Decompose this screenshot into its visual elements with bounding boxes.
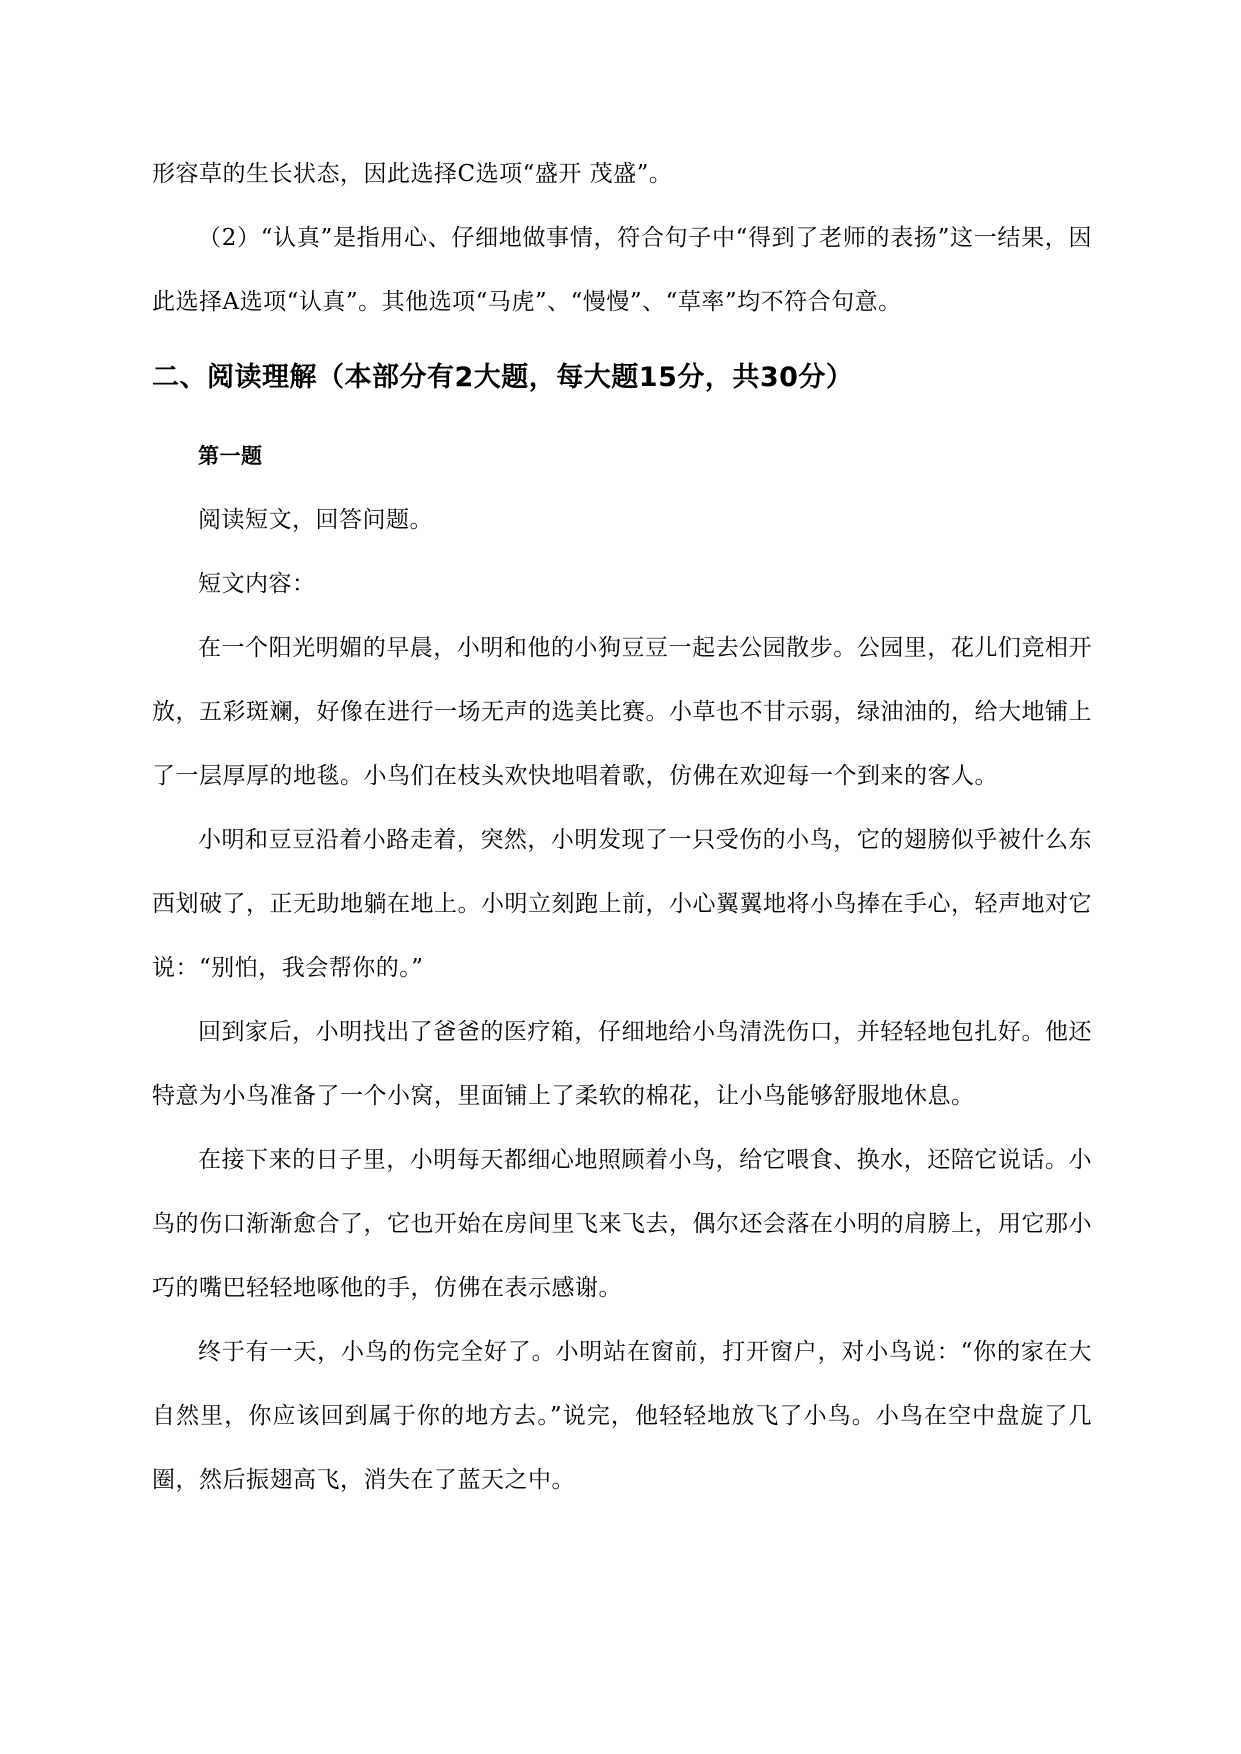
passage-paragraph-3: 回到家后，小明找出了爸爸的医疗箱，仔细地给小鸟清洗伤口，并轻轻地包扎好。他还特意为小鸟准备了一个小窝，里面铺上了柔软的棉花，让小鸟能够舒服地休息。 (152, 1019, 1092, 1109)
section-heading: 二、阅读理解（本部分有2大题，每大题15分，共30分） (152, 362, 854, 393)
answer-explanation-continuation: 形容草的生长状态，因此选择C选项“盛开 茂盛”。 (152, 161, 673, 187)
passage-paragraph-5: 终于有一天，小鸟的伤完全好了。小明站在窗前，打开窗户，对小鸟说：“你的家在大自然里，你应该回到属于你的地方去。”说完，他轻轻地放飞了小鸟。小鸟在空中盘旋了几圈，然后振翅高飞，消失在了蓝天之中。 (152, 1339, 1092, 1493)
passage-paragraph-4: 在接下来的日子里，小明每天都细心地照顾着小鸟，给它喂食、换水，还陪它说话。小鸟的伤口渐渐愈合了，它也开始在房间里飞来飞去，偶尔还会落在小明的肩膀上，用它那小巧的嘴巴轻轻地啄他的手，仿佛在表示感谢。 (152, 1147, 1092, 1301)
passage-paragraph-2: 小明和豆豆沿着小路走着，突然，小明发现了一只受伤的小鸟，它的翅膀似乎被什么东西划破了，正无助地躺在地上。小明立刻跑上前，小心翼翼地将小鸟捧在手心，轻声地对它说：“别怕，我会帮你的。” (152, 827, 1092, 981)
page-content (152, 142, 1092, 1512)
question-title: 第一题 (198, 444, 263, 468)
question-instruction: 阅读短文，回答问题。 (198, 507, 433, 533)
answer-explanation-2: （2）“认真”是指用心、仔细地做事情，符合句子中“得到了老师的表扬”这一结果，因此选择A选项“认真”。其他选项“马虎”、“慢慢”、“草率”均不符合句意。 (152, 225, 1092, 315)
passage-paragraph-1: 在一个阳光明媚的早晨，小明和他的小狗豆豆一起去公园散步。公园里，花儿们竞相开放，五彩斑斓，好像在进行一场无声的选美比赛。小草也不甘示弱，绿油油的，给大地铺上了一层厚厚的地毯。小鸟们在枝头欢快地唱着歌，仿佛在欢迎每一个到来的客人。 (152, 635, 1092, 789)
passage-label: 短文内容： (198, 571, 316, 597)
